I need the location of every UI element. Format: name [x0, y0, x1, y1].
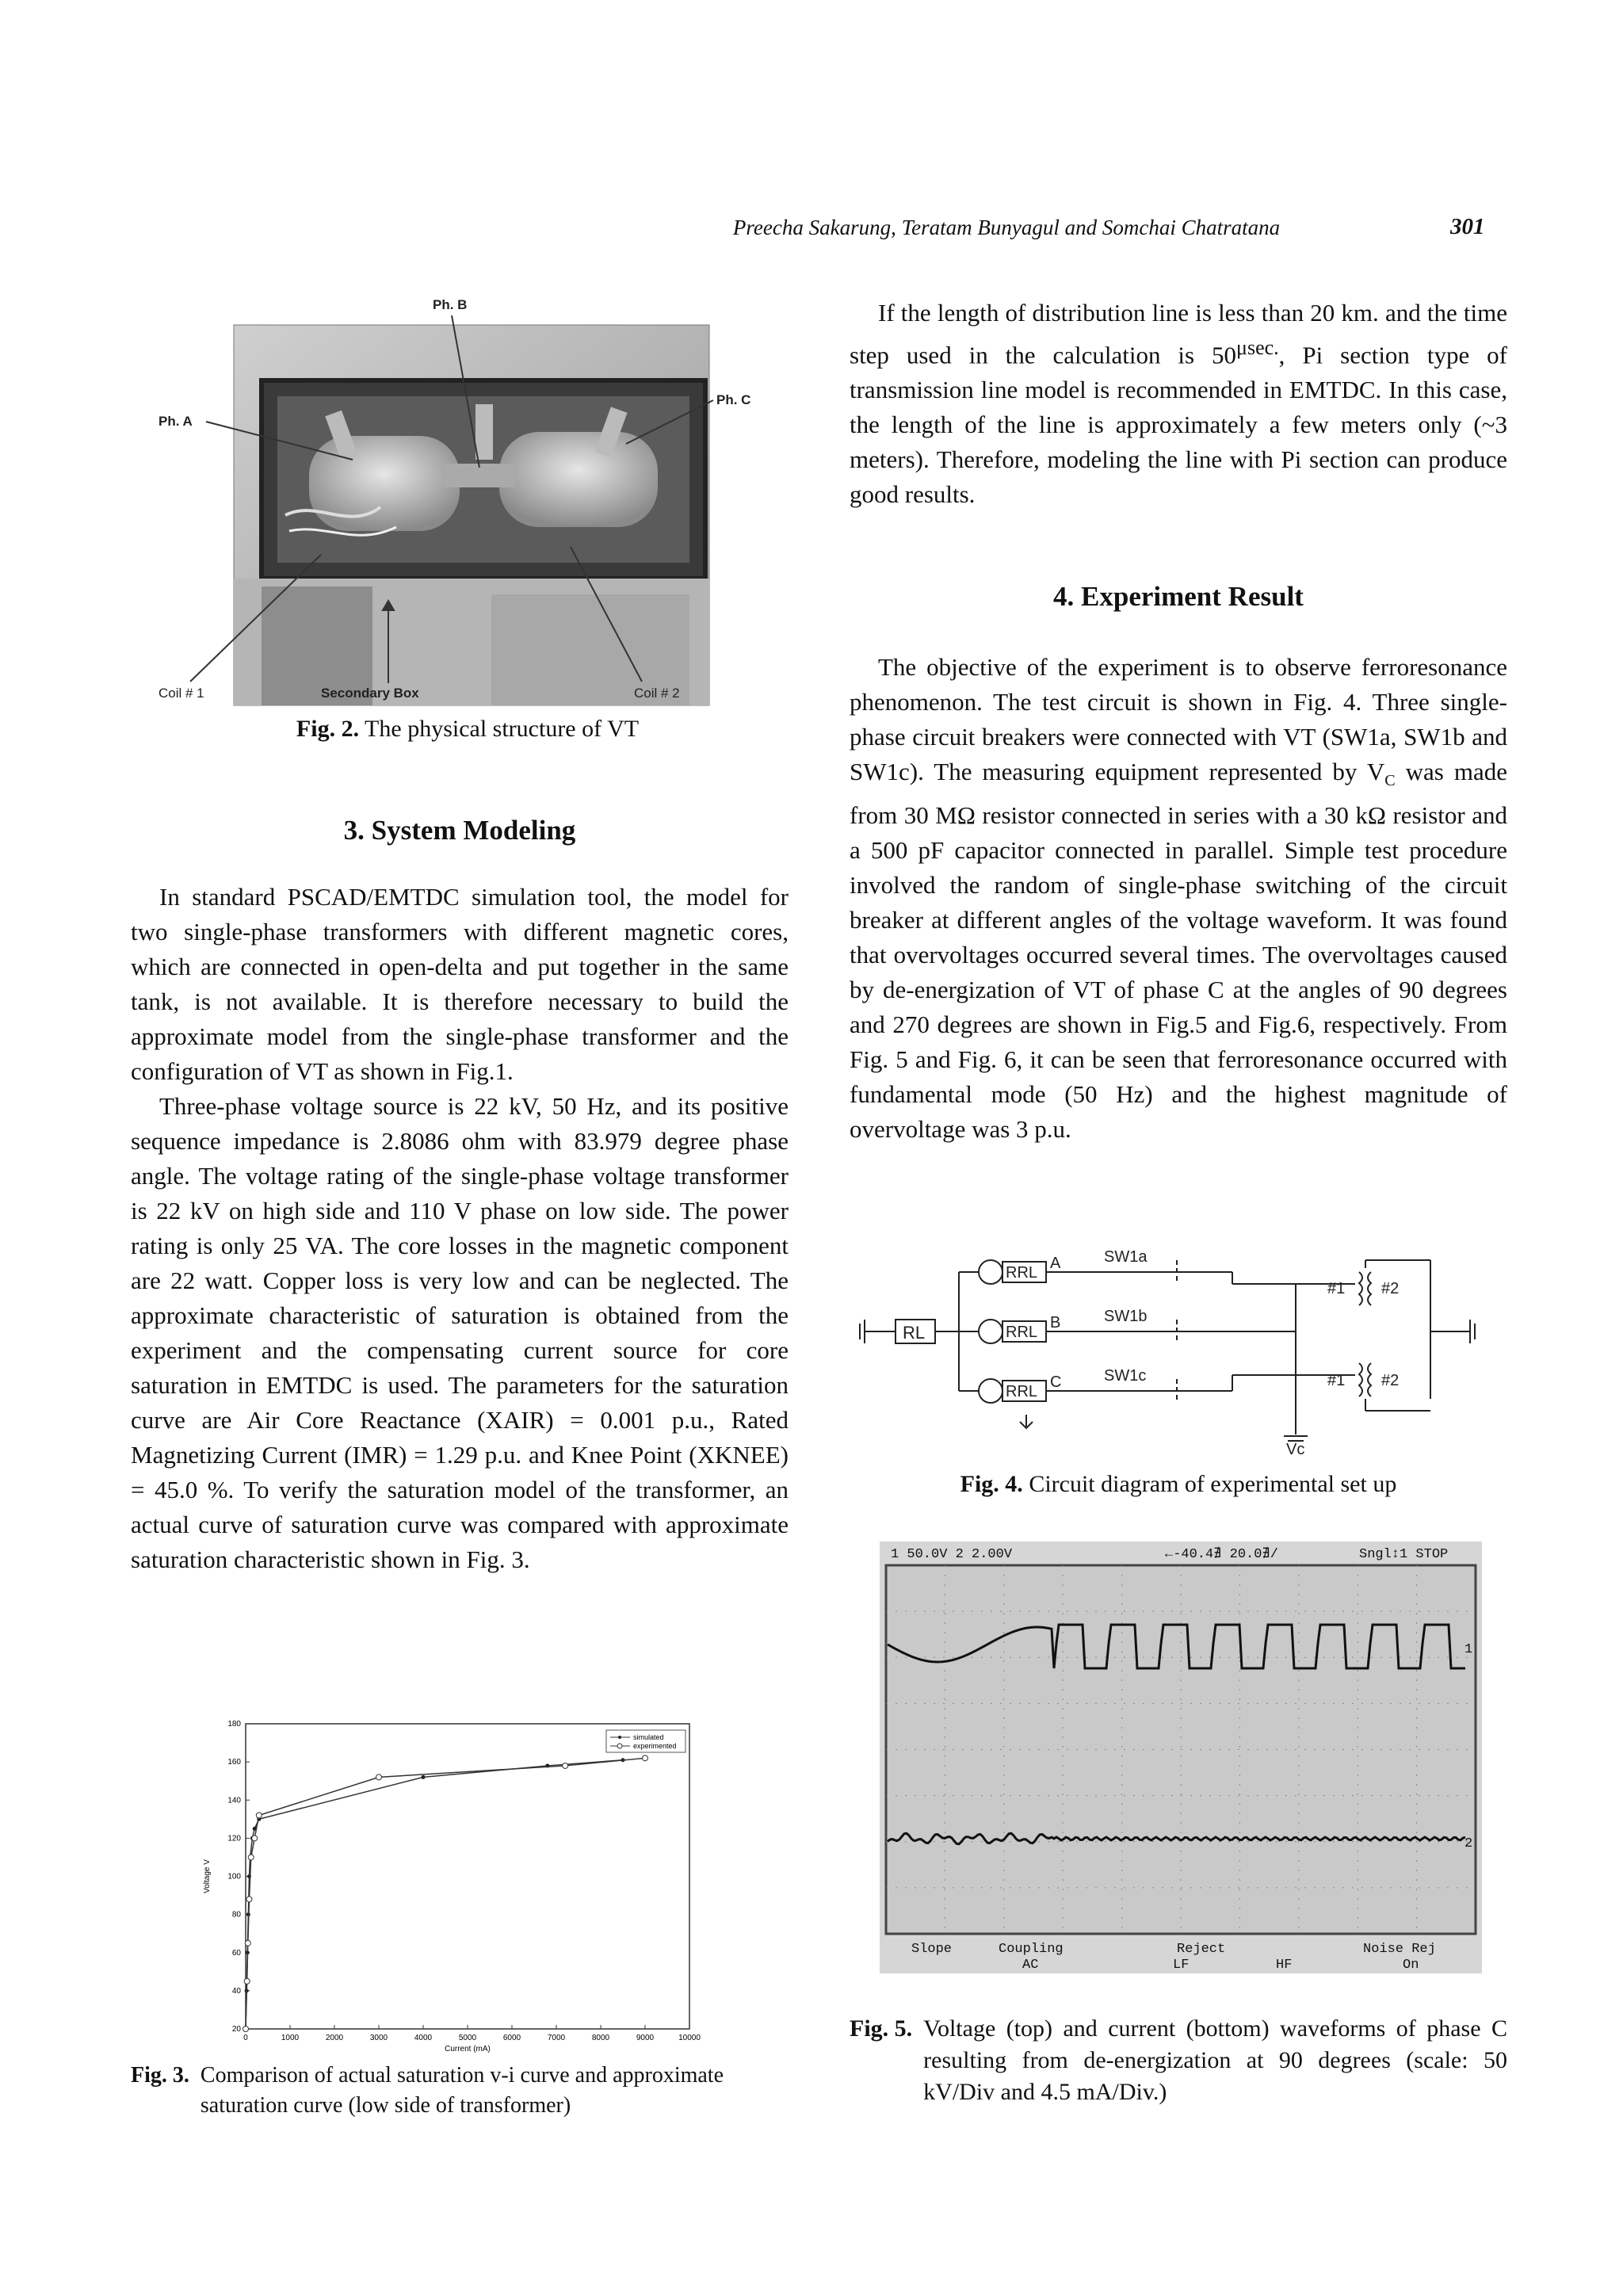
- point-experimented: [376, 1775, 382, 1780]
- label-ph-a: Ph. A: [158, 414, 193, 429]
- point-experimented: [246, 1897, 252, 1902]
- point-experimented: [248, 1855, 254, 1860]
- x-tick-label: 4000: [414, 2034, 433, 2042]
- s4-text-b: was made from 30 MΩ resistor connected in series with a 30 kΩ resistor and a 500 pF capacitor connected in parallel. Simple test procedure involved the random of single-phase switching of the circuit breaker at different angles of the voltage waveform. It was found that overvoltages occurred several times. The overvoltages caused by de-energization of VT of phase C at the angles of 90 degrees and 270 degrees are shown in Fig.5 and Fig.6, respectively. From Fig. 5 and Fig. 6, it can be seen that ferroresonance occurred with fundamental mode (50 Hz) and the highest magnitude of overvoltage was 3 p.u.: [850, 758, 1507, 1144]
- point-experimented: [245, 1940, 250, 1946]
- scope-mode: Sngl↕1 STOP: [1359, 1547, 1449, 1562]
- scope-channel-scale: 1 50.0V 2 2.00V: [891, 1547, 1013, 1562]
- point-experimented: [256, 1813, 262, 1818]
- section3-body: [131, 880, 789, 1577]
- scope-reject-label: Reject: [1177, 1942, 1226, 1957]
- scope-lf: LF: [1173, 1958, 1190, 1973]
- fig2-caption-label: Fig. 2.: [296, 716, 360, 742]
- fig3-chart: [198, 1712, 713, 2061]
- fig4-caption-text: Circuit diagram of experimental set up: [1022, 1471, 1397, 1497]
- scope-hf: HF: [1276, 1958, 1293, 1973]
- x-tick-label: 7000: [547, 2034, 566, 2042]
- y-tick-label: 160: [227, 1758, 241, 1767]
- fig5-caption-label: Fig. 5.: [850, 2015, 913, 2042]
- scope-coupling-label: Coupling: [999, 1942, 1064, 1957]
- scope-ch2-marker: 2: [1465, 1836, 1473, 1851]
- intro-text-b: , Pi section type of transmission line model is recommended in EMTDC. In this case, the length of the line is approximately a few meters only (~3 meters). Therefore, modeling the line with Pi section can produce good results.: [850, 341, 1507, 509]
- y-axis-label: Voltage V: [203, 1859, 212, 1893]
- fig3-caption: [131, 2061, 792, 2121]
- plot-area: [246, 1724, 689, 2029]
- x-tick-label: 0: [243, 2034, 248, 2042]
- phase-a-label: A: [1050, 1255, 1061, 1272]
- label-ph-c: Ph. C: [716, 392, 751, 407]
- intro-unit: μsec.: [1236, 336, 1279, 359]
- t1-lower-label: #1: [1327, 1372, 1346, 1389]
- fig2-caption-text: The physical structure of VT: [359, 716, 640, 742]
- scope-noise-label: Noise Rej: [1363, 1942, 1436, 1957]
- scope-coupling-value: AC: [1022, 1958, 1039, 1973]
- vc-label: Vc: [1286, 1441, 1305, 1458]
- point-experimented: [243, 2027, 249, 2032]
- label-secondary-box: Secondary Box: [321, 686, 419, 701]
- label-coil1: Coil # 1: [158, 686, 204, 701]
- page-number: 301: [1450, 214, 1485, 239]
- s4-text-a: The objective of the experiment is to observe ferroresonance phenomenon. The test circuit is shown in Fig. 4. Three single-phase circuit breakers were connected with VT (SW1a, SW1b and SW1c). The measuring equipment represented by V: [850, 653, 1507, 785]
- y-tick-label: 20: [231, 2025, 241, 2034]
- section4-body: [850, 650, 1507, 1147]
- fig3-caption-text: Comparison of actual saturation v-i curve and approximate saturation curve (low side of transformer): [200, 2063, 724, 2118]
- label-coil2: Coil # 2: [634, 686, 680, 701]
- t1-upper-label: #1: [1327, 1280, 1346, 1297]
- rl-label: RL: [903, 1323, 926, 1343]
- fig4-caption-label: Fig. 4.: [960, 1471, 1023, 1497]
- y-tick-label: 40: [231, 1986, 241, 1996]
- y-tick-label: 60: [231, 1948, 241, 1958]
- fig2-caption: [158, 713, 777, 745]
- fig4-caption: [850, 1469, 1507, 1500]
- sw1a-label: SW1a: [1104, 1248, 1148, 1266]
- x-tick-label: 3000: [369, 2034, 388, 2042]
- x-axis-label: Current (mA): [445, 2045, 491, 2053]
- point-experimented: [252, 1836, 258, 1841]
- scope-slope-label: Slope: [911, 1942, 953, 1957]
- section4-heading: 4. Experiment Result: [1053, 581, 1304, 612]
- fig2-photo: [158, 293, 777, 713]
- fig5-caption-text: Voltage (top) and current (bottom) waveforms of phase C resulting from de-energization at 90 degrees (scale: 50 kV/Div and 4.5 mA/Div.): [923, 2015, 1507, 2105]
- rrl-c-label: RRL: [1006, 1383, 1038, 1400]
- fig5-scope: [880, 1541, 1482, 1973]
- point-experimented: [244, 1978, 250, 1984]
- y-tick-label: 100: [227, 1872, 241, 1881]
- x-tick-label: 6000: [502, 2034, 521, 2042]
- y-tick-label: 180: [227, 1720, 241, 1729]
- y-tick-label: 120: [227, 1834, 241, 1843]
- legend-marker: [617, 1744, 622, 1748]
- x-tick-label: 8000: [591, 2034, 610, 2042]
- legend-label: experimented: [633, 1742, 677, 1750]
- legend-label: simulated: [633, 1733, 664, 1741]
- running-header: Preecha Sakarung, Teratam Bunyagul and Somchai Chatratana: [732, 216, 1281, 239]
- x-tick-label: 2000: [325, 2034, 344, 2042]
- rrl-b-label: RRL: [1006, 1324, 1038, 1341]
- sw1c-label: SW1c: [1104, 1367, 1147, 1385]
- intro-text-a: If the length of distribution line is less than 20 km. and the time step used in the calculation is 50: [850, 299, 1507, 369]
- section4-paragraph: [850, 650, 1507, 1147]
- scope-timebase: ←-40.4∄ 20.0∄/: [1165, 1547, 1278, 1562]
- point-experimented: [563, 1763, 568, 1768]
- sw1b-label: SW1b: [1104, 1308, 1148, 1325]
- right-intro-paragraph: [850, 296, 1507, 512]
- section3-heading: 3. System Modeling: [343, 815, 576, 846]
- rrl-a-label: RRL: [1006, 1264, 1038, 1282]
- phase-c-label: C: [1050, 1373, 1062, 1391]
- section3-paragraph-2: Three-phase voltage source is 22 kV, 50 Hz, and its positive sequence impedance is 2.8086 ohm with 83.979 degree phase angle. The voltage rating of the single-phase voltage transformer is 22 kV on high side and 110 V phase on low side. The power rating is only 25 VA. The core losses in the magnetic component are 22 watt. Copper loss is very low and can be neglected. The approximate characteristic of saturation is obtained from the experiment and the compensating current source for core saturation in EMTDC is used. The parameters for the saturation curve are Air Core Reactance (XAIR) = 0.001 p.u., Rated Magnetizing Current (IMR) = 1.29 p.u. and Knee Point (XKNEE) = 45.0 %. To verify the saturation model of the transformer, an actual curve of saturation curve was compared with approximate saturation characteristic shown in Fig. 3.: [131, 1092, 789, 1573]
- legend-marker: [618, 1736, 621, 1739]
- fig4-circuit: [852, 1236, 1498, 1458]
- scope-ch1-marker: 1: [1465, 1642, 1473, 1657]
- fig3-caption-label: Fig. 3.: [131, 2063, 189, 2088]
- right-intro: [850, 296, 1507, 512]
- y-tick-label: 80: [231, 1910, 241, 1920]
- y-tick-label: 140: [227, 1796, 241, 1805]
- x-tick-label: 10000: [678, 2034, 701, 2042]
- fig5-caption: [850, 2013, 1507, 2108]
- x-tick-label: 9000: [636, 2034, 655, 2042]
- section3-paragraph-1: In standard PSCAD/EMTDC simulation tool, the model for two single-phase transformers with different magnetic cores, which are connected in open-delta and put together in the same tank, is not available. It is therefore necessary to build the approximate model from the single-phase transformer and the configuration of VT as shown in Fig.1.: [131, 883, 789, 1085]
- phase-b-label: B: [1050, 1314, 1061, 1331]
- t2-upper-label: #2: [1381, 1280, 1400, 1297]
- point-experimented: [643, 1755, 648, 1761]
- t2-lower-label: #2: [1381, 1372, 1400, 1389]
- s4-sub: C: [1384, 772, 1396, 790]
- x-tick-label: 1000: [281, 2034, 300, 2042]
- label-ph-b: Ph. B: [433, 297, 468, 312]
- scope-noise-value: On: [1403, 1958, 1419, 1973]
- point-simulated: [422, 1775, 426, 1779]
- x-tick-label: 5000: [458, 2034, 477, 2042]
